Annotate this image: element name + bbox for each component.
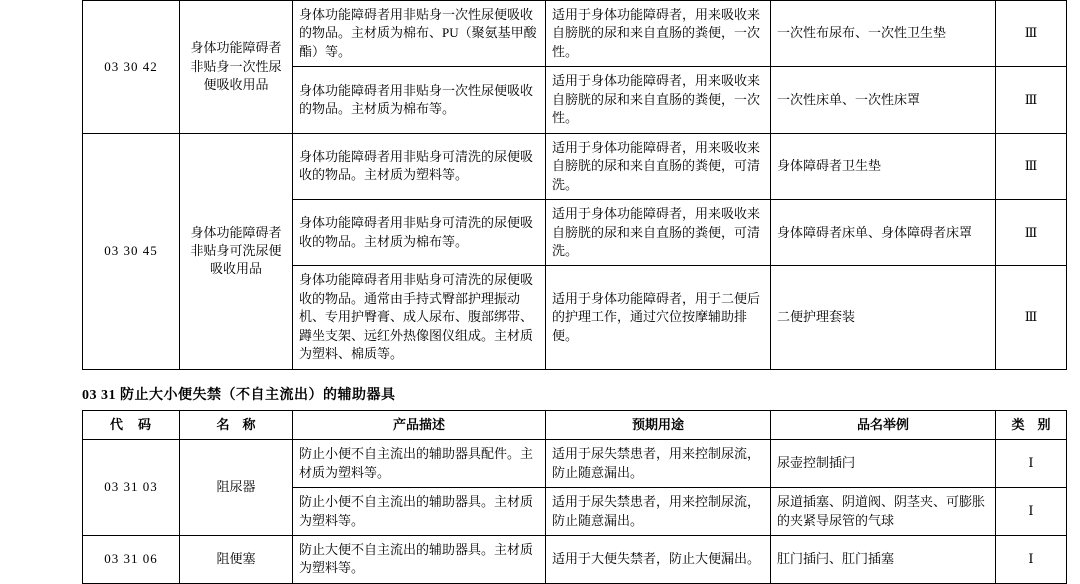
header-example: 品名举例 (771, 410, 996, 439)
cell-class: Ⅰ (996, 440, 1067, 488)
cell-intended-use: 适用于身体功能障碍者，用来吸收来自膀胱的尿和来自直肠的粪便，一次性。 (546, 67, 771, 133)
cell-name: 阻便塞 (180, 535, 293, 583)
cell-description: 身体功能障碍者用非贴身可清洗的尿便吸收的物品。通常由手持式臀部护理振动机、专用护臀膏、成人尿布、腹部绑带、蹲坐支架、远红外热像图仪组成。主材质为塑料、棉质等。 (293, 266, 546, 369)
cell-intended-use: 适用于身体功能障碍者，用于二便后的护理工作，通过穴位按摩辅助排便。 (546, 266, 771, 369)
table-header-row (83, 410, 1067, 439)
table-row (83, 1, 1067, 67)
cell-example: 肛门插闩、肛门插塞 (771, 535, 996, 583)
table-body (83, 1, 1067, 370)
header-description: 产品描述 (293, 410, 546, 439)
cell-code: 03 31 06 (83, 535, 180, 583)
table-body (83, 410, 1067, 583)
classification-table-continued (82, 0, 1067, 370)
cell-intended-use: 适用于大便失禁者，防止大便漏出。 (546, 535, 771, 583)
table-row (83, 133, 1067, 199)
cell-example: 二便护理套装 (771, 266, 996, 369)
table-row (83, 535, 1067, 583)
cell-name: 身体功能障碍者非贴身可洗尿便吸收用品 (180, 133, 293, 369)
header-name: 名 称 (180, 410, 293, 439)
cell-code: 03 31 03 (83, 440, 180, 536)
cell-example: 一次性床单、一次性床罩 (771, 67, 996, 133)
header-code: 代 码 (83, 410, 180, 439)
cell-class: Ⅲ (996, 67, 1067, 133)
classification-table-0331 (82, 410, 1067, 584)
cell-description: 身体功能障碍者用非贴身可清洗的尿便吸收的物品。主材质为塑料等。 (293, 133, 546, 199)
cell-code: 03 30 42 (83, 1, 180, 134)
cell-class: Ⅲ (996, 266, 1067, 369)
cell-intended-use: 适用于身体功能障碍者，用来吸收来自膀胱的尿和来自直肠的粪便，一次性。 (546, 1, 771, 67)
cell-intended-use: 适用于尿失禁患者，用来控制尿流，防止随意漏出。 (546, 440, 771, 488)
cell-name: 身体功能障碍者非贴身一次性尿便吸收用品 (180, 1, 293, 134)
cell-description: 身体功能障碍者用非贴身可清洗的尿便吸收的物品。主材质为棉布等。 (293, 200, 546, 266)
cell-description: 身体功能障碍者用非贴身一次性尿便吸收的物品。主材质为棉布、PU（聚氨基甲酸酯）等。 (293, 1, 546, 67)
cell-description: 防止小便不自主流出的辅助器具配件。主材质为塑料等。 (293, 440, 546, 488)
cell-example: 一次性布尿布、一次性卫生垫 (771, 1, 996, 67)
header-intended-use: 预期用途 (546, 410, 771, 439)
cell-name: 阻尿器 (180, 440, 293, 536)
cell-description: 防止大便不自主流出的辅助器具。主材质为塑料等。 (293, 535, 546, 583)
cell-class: Ⅰ (996, 488, 1067, 536)
header-class: 类 别 (996, 410, 1067, 439)
cell-class: Ⅲ (996, 1, 1067, 67)
cell-class: Ⅲ (996, 133, 1067, 199)
cell-example: 身体障碍者床单、身体障碍者床罩 (771, 200, 996, 266)
cell-intended-use: 适用于尿失禁患者，用来控制尿流，防止随意漏出。 (546, 488, 771, 536)
table-row (83, 440, 1067, 488)
cell-example: 尿道插塞、阴道阀、阴茎夹、可膨胀的夹紧导尿管的气球 (771, 488, 996, 536)
cell-intended-use: 适用于身体功能障碍者，用来吸收来自膀胱的尿和来自直肠的粪便，可清洗。 (546, 200, 771, 266)
section-heading: 03 31 防止大小便失禁（不自主流出）的辅助器具 (82, 387, 396, 403)
cell-class: Ⅲ (996, 200, 1067, 266)
cell-class: Ⅰ (996, 535, 1067, 583)
cell-description: 防止小便不自主流出的辅助器具。主材质为塑料等。 (293, 488, 546, 536)
cell-example: 身体障碍者卫生垫 (771, 133, 996, 199)
cell-intended-use: 适用于身体功能障碍者，用来吸收来自膀胱的尿和来自直肠的粪便，可清洗。 (546, 133, 771, 199)
cell-example: 尿壶控制插闩 (771, 440, 996, 488)
cell-description: 身体功能障碍者用非贴身一次性尿便吸收的物品。主材质为棉布等。 (293, 67, 546, 133)
cell-code: 03 30 45 (83, 133, 180, 369)
